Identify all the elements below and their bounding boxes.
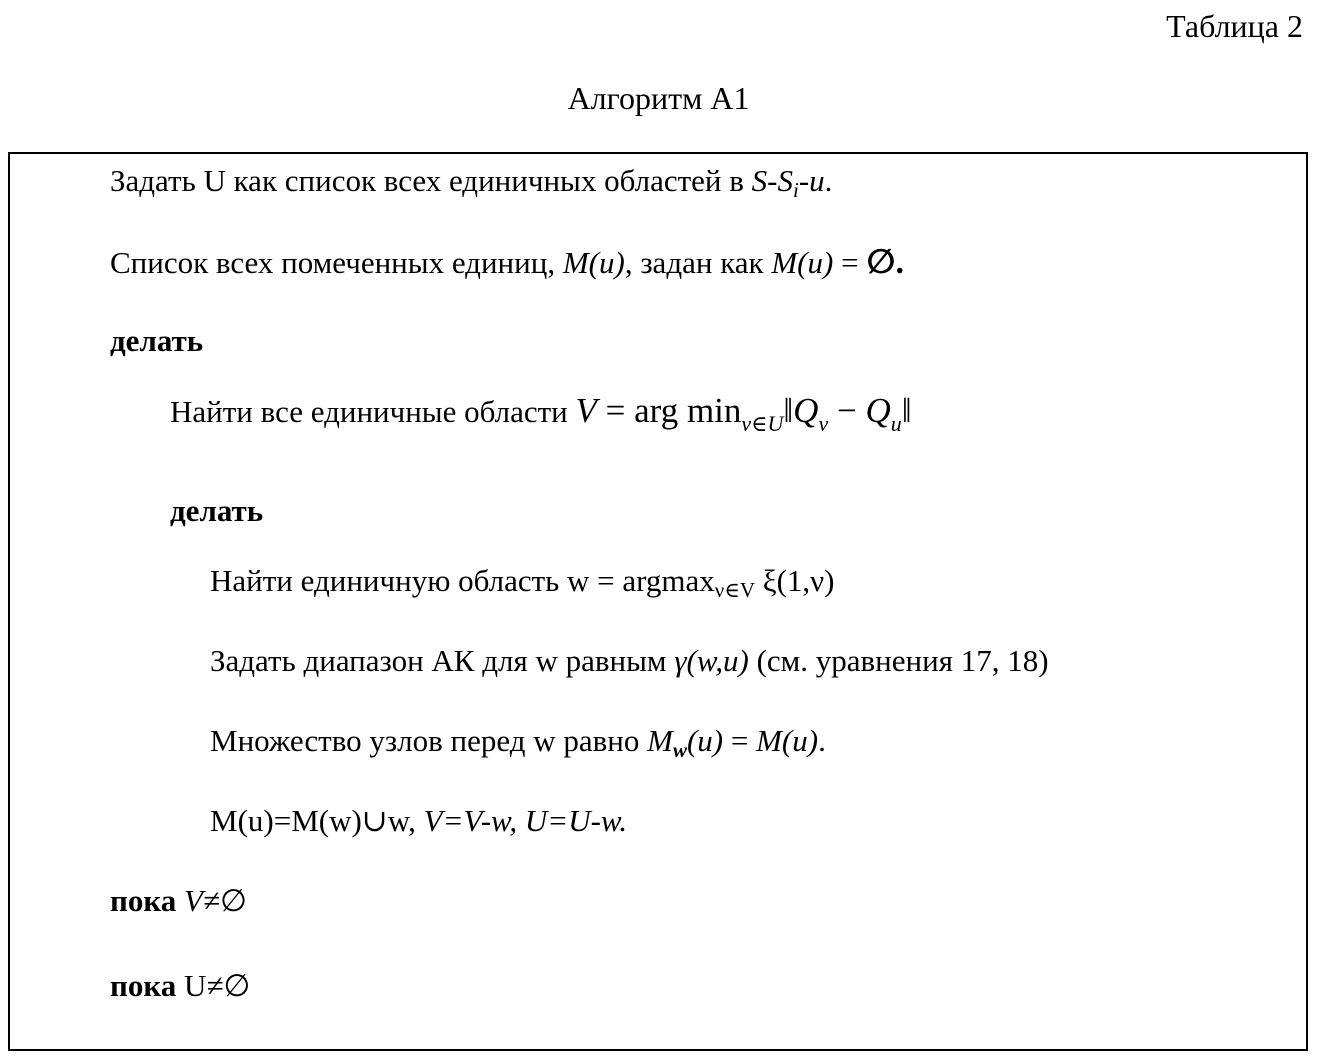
algorithm-line-while-V-not-empty: пока V≠∅: [110, 883, 247, 918]
algorithm-line-set-node-set: Множество узлов перед w равно Mw(u) = M(u).: [210, 723, 826, 762]
algorithm-line-init-unit-list: Задать U как список всех единичных областей в S-Si-u.: [110, 163, 833, 202]
algorithm-line-outer-do: делать: [110, 323, 204, 358]
algorithm-line-while-U-not-empty: пока U≠∅: [110, 968, 251, 1003]
algorithm-line-init-marked-list: Список всех помеченных единиц, M(u), задан как M(u) = ∅.: [110, 244, 904, 281]
algorithm-box: [8, 152, 1308, 1051]
algorithm-line-find-unit-region-w: Найти единичную область w = argmaxν∈V ξ(1,ν): [210, 563, 835, 602]
algorithm-line-update-sets: M(u)=M(w)∪w, V=V-w, U=U-w.: [210, 803, 628, 838]
algorithm-line-find-all-unit-regions: Найти все единичные области V = arg $\min_{v\in U}‖Q_v$ − $Q_u‖$: [170, 391, 912, 436]
table-caption: Таблица 2: [1166, 8, 1303, 44]
algorithm-line-inner-do: делать: [170, 493, 264, 528]
algorithm-title: Алгоритм А1: [567, 80, 750, 116]
algorithm-line-set-ak-range: Задать диапазон АК для w равным γ(w,u) (см. уравнения 17, 18): [210, 643, 1049, 678]
